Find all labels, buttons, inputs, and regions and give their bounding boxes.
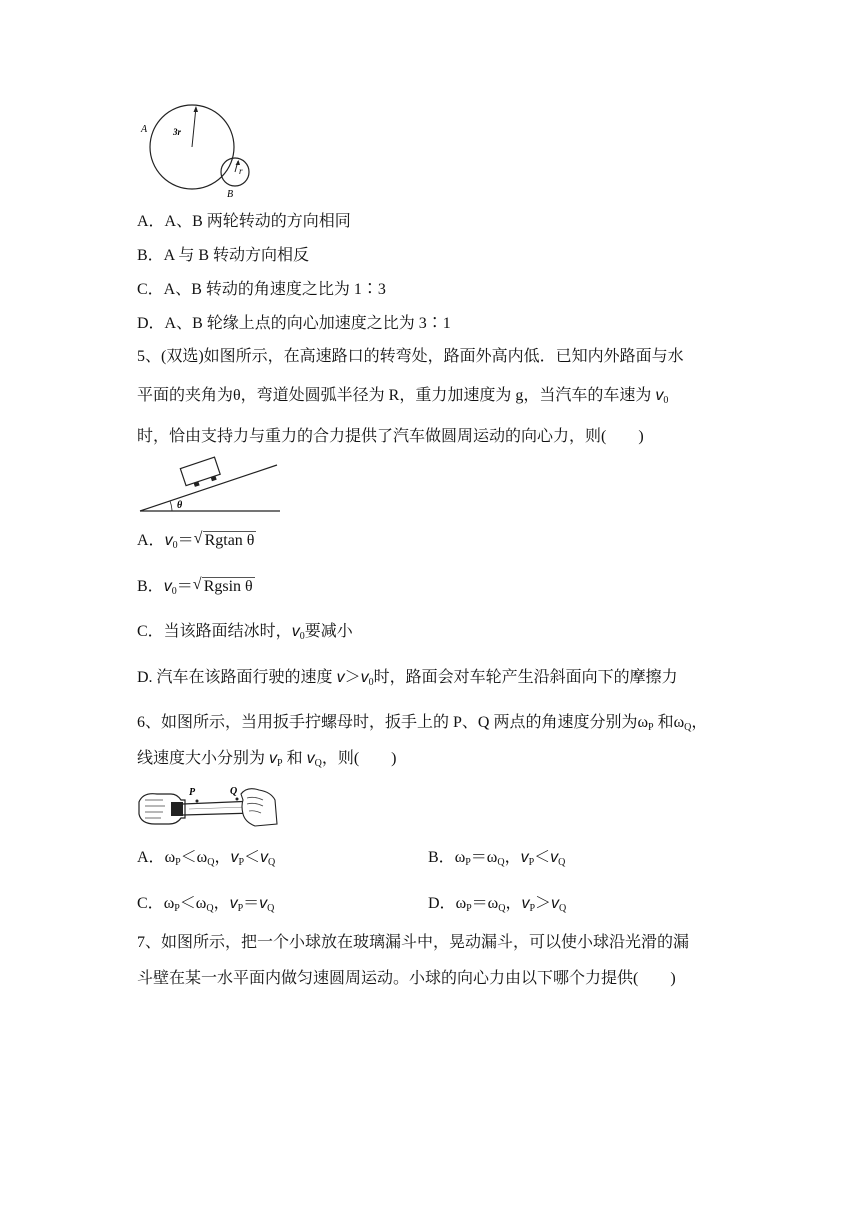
q6-option-c: C．$\omega_P<\omega_Q$，$v_P=v_Q$: [137, 895, 275, 914]
q5-stem-v: v: [655, 387, 664, 404]
q5-option-c: C．当该路面结冰时，$v_0$要减小: [137, 623, 353, 642]
q5-option-b: B．$v_0=$ √ Rgsin θ: [137, 576, 253, 597]
q5-stem-line1: 5、(双选)如图所示，在高速路口的转弯处，路面外高内低．已知内外路面与水: [137, 348, 684, 365]
q6-option-d: D．$\omega_P=\omega_Q$，$v_P>v_Q$: [428, 895, 567, 914]
q4-option-b: B．A 与 B 转动方向相反: [137, 247, 310, 264]
wheels-figure: [137, 100, 257, 205]
q5-stem-line2: [137, 385, 668, 412]
wrench-p-label: P: [189, 787, 196, 798]
q5-option-a: A．$v_0=$ √ Rgtan θ: [137, 530, 255, 551]
sqrt-symbol: √ Rgsin θ: [192, 576, 253, 595]
q5-option-d: D. 汽车在该路面行驶的速度 $v>v_0$时，路面会对车轮产生沿斜面向下的摩擦力: [137, 669, 678, 688]
incline-angle-label: θ: [177, 500, 183, 511]
q6-stem-line1: 6、如图所示，当用扳手拧螺母时，扳手上的 P、Q 两点的角速度分别为$\omega_P$ 和$\omega_Q$，: [137, 714, 708, 733]
wheel-a-radius: 3r: [173, 127, 182, 137]
q5-stem-line3: 时，恰由支持力与重力的合力提供了汽车做圆周运动的向心力，则( ): [137, 428, 644, 445]
q4-option-a: A．A、B 两轮转动的方向相同: [137, 213, 351, 230]
wheel-b-label: B: [227, 189, 234, 200]
q4-option-d: D．A、B 轮缘上点的向心加速度之比为 3∶1: [137, 315, 451, 332]
wrench-figure: [137, 784, 279, 830]
incline-figure: [137, 456, 287, 514]
wrench-q-label: Q: [230, 786, 238, 797]
q6-option-a: A．$\omega_P<\omega_Q$，$v_P<v_Q$: [137, 849, 276, 868]
q6-option-b: B．$\omega_P=\omega_Q$，$v_P<v_Q$: [428, 849, 566, 868]
q4-option-c: C．A、B 转动的角速度之比为 1∶3: [137, 281, 386, 298]
sqrt-symbol: √ Rgtan θ: [193, 530, 255, 549]
q6-stem-line2: 线速度大小分别为 $v_P$ 和 $v_Q$，则( ): [137, 750, 397, 769]
q7-stem-line2: 斗壁在某一水平面内做匀速圆周运动。小球的向心力由以下哪个力提供( ): [137, 970, 676, 987]
wheel-a-label: A: [141, 124, 148, 135]
wheel-b-radius: r: [239, 166, 243, 176]
q5-stem-v-sub: 0: [663, 395, 669, 406]
q7-stem-line1: 7、如图所示，把一个小球放在玻璃漏斗中，晃动漏斗，可以使小球沿光滑的漏: [137, 934, 690, 951]
q5-stem-text: 平面的夹角为θ，弯道处圆弧半径为 R，重力加速度为 g，当汽车的车速为: [137, 387, 656, 404]
